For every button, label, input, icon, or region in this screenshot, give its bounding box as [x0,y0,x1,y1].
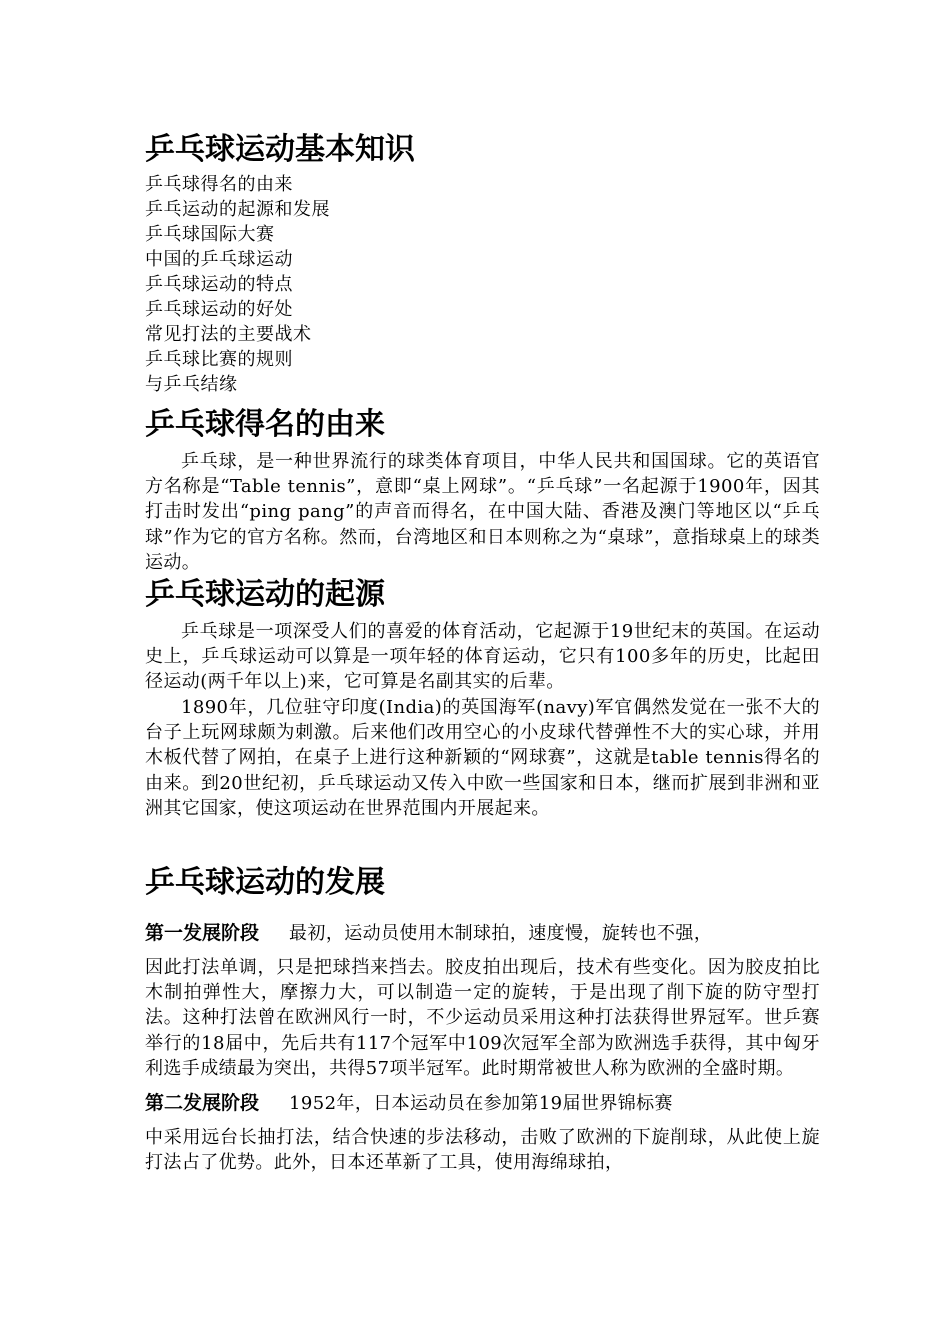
section-naming [145,403,820,573]
toc-item[interactable]: 乒乓球得名的由来 [145,174,293,195]
document-page [145,128,820,1185]
paragraph: 1890年，几位驻守印度(India)的英国海军(navy)军官偶然发觉在一张不大的台子上玩网球颇为刺激。后来他们改用空心的小皮球代替弹性不大的实心球，并用木板代替了网拍，在桌子上进行这种新颖的“网球赛”，这就是table tennis得名的由来。到20世纪初，乒乓球运动又传入中欧一些国家和日本，继而扩展到非洲和亚洲其它国家，使这项运动在世界范围内开展起来。 [145,697,820,819]
paragraph: 乒乓球，是一种世界流行的球类体育项目，中华人民共和国国球。它的英语官方名称是“Table tennis”，意即“桌上网球”。“乒乓球”一名起源于1900年，因其打击时发出“ping pang”的声音而得名，在中国大陆、香港及澳门等地区以“乒乓球”作为它的官方名称。然而，台湾地区和日本则称之为“桌球”，意指球桌上的球类运动。 [145,451,820,573]
stage-2-body: 中采用远台长抽打法，结合快速的步法移动，击败了欧洲的下旋削球，从此使上旋打法占了优势。此外，日本还革新了工具，使用海绵球拍， [145,1127,820,1174]
section-heading: 乒乓球运动的起源 [145,577,385,612]
toc-item[interactable]: 乒乓球运动的特点 [145,274,293,295]
stage-1-body: 因此打法单调，只是把球挡来挡去。胶皮拍出现后，技术有些变化。因为胶皮拍比木制拍弹性大，摩擦力大，可以制造一定的旋转，于是出现了削下旋的防守型打法。这种打法曾在欧洲风行一时，不少运动员采用这种打法获得世界冠军。世乒赛举行的18届中，先后共有117个冠军中109次冠军全部为欧洲选手获得，其中匈牙利选手成绩最为突出，共得57项半冠军。此时期常被世人称为欧洲的全盛时期。 [145,957,820,1079]
toc-item[interactable]: 中国的乒乓球运动 [145,249,293,270]
paragraph: 乒乓球是一项深受人们的喜爱的体育活动，它起源于19世纪末的英国。在运动史上，乒乓球运动可以算是一项年轻的体育运动，它只有100多年的历史，比起田径运动(两千年以上)来，它可算是名副其实的后辈。 [145,621,820,693]
table-of-contents [145,172,820,397]
stage-first-line: 最初，运动员使用木制球拍，速度慢，旋转也不强， [289,923,713,944]
section-origin [145,573,820,855]
section-heading: 乒乓球得名的由来 [145,407,385,442]
section-development [145,861,820,1175]
toc-item[interactable]: 乒乓球比赛的规则 [145,349,293,370]
toc-item[interactable]: 乒乓球运动的好处 [145,299,293,320]
document-title: 乒乓球运动基本知识 [145,132,415,167]
stage-label: 第二发展阶段 [145,1092,260,1115]
stage-label: 第一发展阶段 [145,922,260,944]
toc-item[interactable]: 乒乓运动的起源和发展 [145,199,330,220]
toc-item[interactable]: 常见打法的主要战术 [145,324,312,345]
stage-first-line: 1952年，日本运动员在参加第19届世界锦标赛 [289,1093,673,1115]
toc-item[interactable]: 与乒乓结缘 [145,374,238,395]
toc-item[interactable]: 乒乓球国际大赛 [145,224,275,245]
stage-1-intro [145,921,820,955]
stage-2-intro [145,1091,820,1125]
section-heading: 乒乓球运动的发展 [145,865,385,900]
